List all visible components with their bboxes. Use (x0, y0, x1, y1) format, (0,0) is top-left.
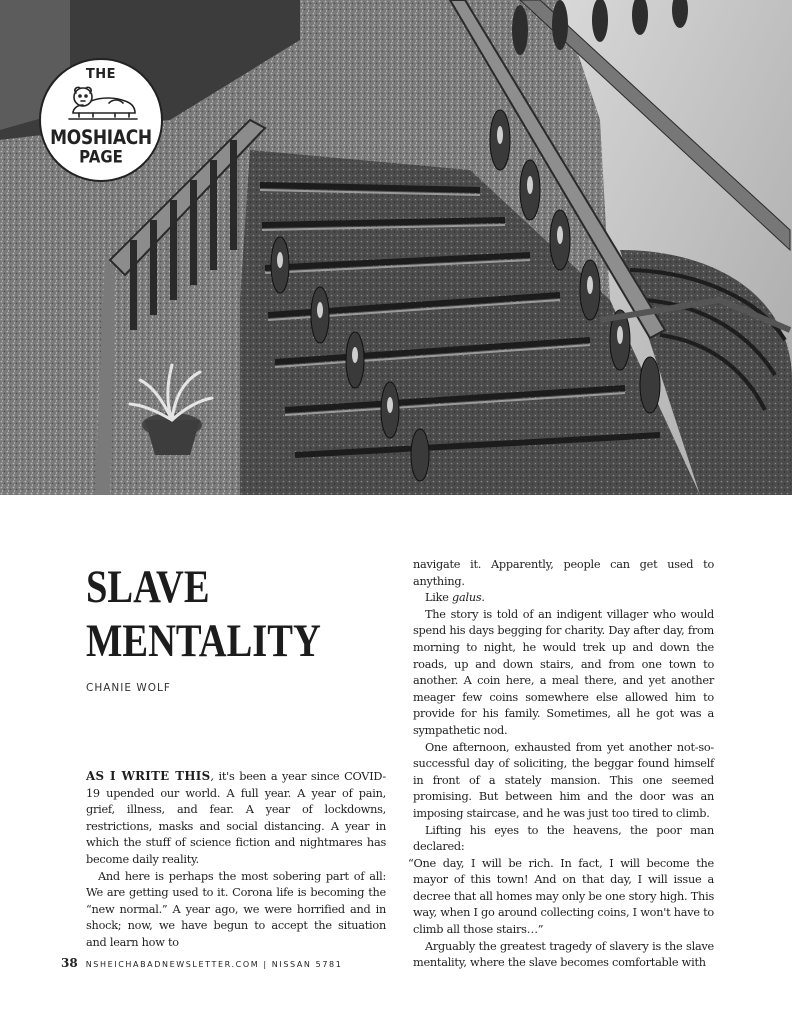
paragraph: navigate it. Apparently, people can get used to anything. (413, 558, 714, 588)
moshiach-page-logo (39, 58, 163, 182)
article-title-line-1: SLAVE (86, 561, 210, 613)
paragraph-text: , it's been a year since COVID-19 upended our world. A full year. A year of pain, grief, illness, and fear. A year of lockdowns, restrictions, masks and social distancing. A year in which the stuff of science fiction and nightmares has become daily reality. (86, 770, 386, 866)
page-number: 38 (61, 956, 78, 970)
author-byline: CHANIE WOLF (86, 682, 171, 694)
lead-in-text: AS I WRITE THIS (86, 769, 211, 783)
paragraph: Lifting his eyes to the heavens, the poor man declared: (413, 823, 714, 854)
footer-publication-text: NSHEICHABADNEWSLETTER.COM | NISSAN 5781 (85, 960, 343, 969)
article-title (86, 560, 321, 668)
paragraph: Arguably the greatest tragedy of slavery is the slave mentality, where the slave becomes comfortable with (413, 939, 714, 970)
quote-paragraph: “One day, I will be rich. In fact, I will become the mayor of this town! And on that day, I will issue a decree that all homes may only be one story high. This way, when I go around collecting coins, I won't have to climb all those stairs…” (408, 856, 714, 937)
logo-the-text: THE (85, 67, 117, 82)
article-title-line-2: MENTALITY (86, 615, 321, 667)
lion-and-lamb-icon (65, 83, 141, 123)
article-column-right (408, 557, 714, 972)
paragraph (413, 590, 714, 607)
paragraph (86, 768, 386, 869)
paragraph: One afternoon, exhausted from yet another not-so-successful day of soliciting, the beggar found himself in front of a stately mansion. This one seemed promising. But between him and the door was an imposing staircase, and he was just too tired to climb. (413, 740, 714, 820)
paragraph: The story is told of an indigent villager who would spend his days begging for charity. Day after day, from morning to night, he would trek up and down the roads, up and down stairs, and from one town to another. A coin here, a meal there, and yet another meager few coins somewhere else allowed him to provide for his family. Sometimes, all he got was a sympathetic nod. (413, 607, 714, 737)
article-column-left (86, 768, 386, 952)
italic-term: galus. (452, 591, 485, 605)
paragraph: And here is perhaps the most sobering part of all: We are getting used to it. Corona life is becoming the “new normal.” A year ago, we were horrified and in shock; now, we have begun to accept the situation and learn how to (86, 869, 386, 949)
logo-moshiach-text: MOSHIACH (50, 126, 152, 150)
page-footer (61, 952, 342, 971)
logo-page-text: PAGE (79, 146, 123, 168)
paragraph-text: Like (425, 591, 452, 605)
